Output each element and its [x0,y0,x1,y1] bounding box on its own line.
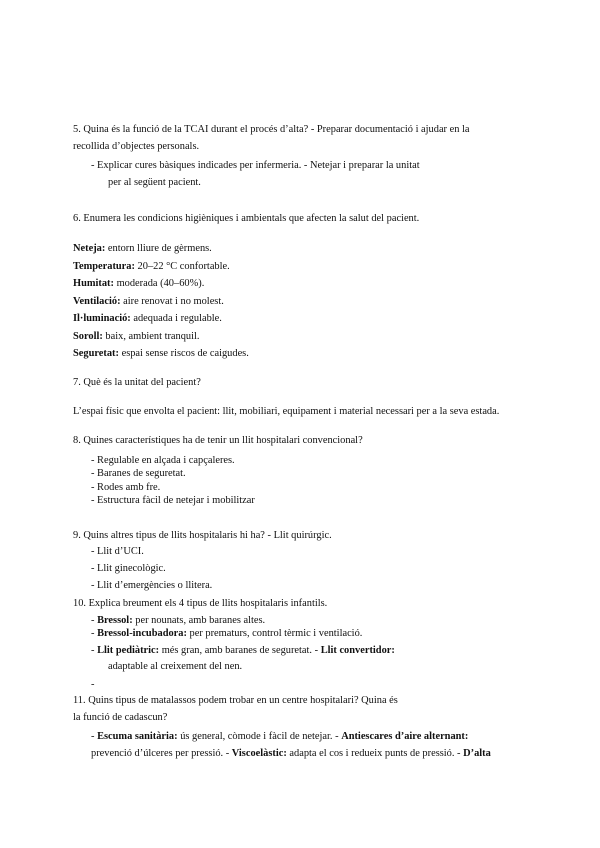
q6-item-seguretat: Seguretat: espai sense riscos de caigudes. [73,348,249,359]
q8-question: 8. Quines característiques ha de tenir un llit hospitalari convencional? [73,435,363,446]
q6-item-illuminacio: Il·luminació: adequada i regulable. [73,313,222,324]
q10-empty-dash: - [91,679,95,690]
q8-item: - Estructura fàcil de netejar i mobilitzar [91,495,255,506]
q11-question-line2: la funció de cadascun? [73,712,168,723]
q8-item: - Rodes amb fre. [91,482,161,493]
q7-question: 7. Què és la unitat del pacient? [73,377,201,388]
q8-item: - Baranes de seguretat. [91,468,186,479]
q7-answer: L’espai físic que envolta el pacient: llit, mobiliari, equipament i material necessari per a la seva estada. [73,406,500,417]
q6-item-soroll: Soroll: baix, ambient tranquil. [73,331,200,342]
q10-item-bressol: - Bressol: per nounats, amb baranes altes. [91,615,266,626]
q10-item-incubadora: - Bressol-incubadora: per prematurs, control tèrmic i ventilació. [91,628,363,639]
q11-question-line1: 11. Quins tipus de matalassos podem trobar en un centre hospitalari? Quina és [73,695,398,706]
q9-item: - Llit d’emergències o llitera. [91,580,213,591]
q5-answer-line2: per al següent pacient. [108,177,201,188]
q10-item-convertidor: adaptable al creixement del nen. [108,661,243,672]
q5-question-line1: 5. Quina és la funció de la TCAI durant el procés d’alta? - Preparar documentació i ajudar en la [73,124,470,135]
q10-question: 10. Explica breument els 4 tipus de llits hospitalaris infantils. [73,598,328,609]
q10-item-pediatric: - Llit pediàtric: més gran, amb baranes de seguretat. - Llit convertidor: [91,645,395,656]
q9-item: - Llit d’UCI. [91,546,144,557]
q6-item-temperatura: Temperatura: 20–22 °C confortable. [73,261,230,272]
q5-question-line2: recollida d’objectes personals. [73,141,200,152]
q6-item-neteja: Neteja: entorn lliure de gèrmens. [73,243,212,254]
q9-question: 9. Quins altres tipus de llits hospitalaris hi ha? - Llit quirúrgic. [73,530,332,541]
q11-answer-line1: - Escuma sanitària: ús general, còmode i fàcil de netejar. - Antiescares d’aire alternant: [91,731,469,742]
q5-answer-line1: - Explicar cures bàsiques indicades per infermeria. - Netejar i preparar la unitat [91,160,420,171]
q6-item-ventilacio: Ventilació: aire renovat i no molest. [73,296,224,307]
q8-item: - Regulable en alçada i capçaleres. [91,455,235,466]
q6-question: 6. Enumera les condicions higièniques i ambientals que afecten la salut del pacient. [73,213,420,224]
q11-answer-line2: prevenció d’úlceres per pressió. - Viscoelàstic: adapta el cos i redueix punts de pressió. - D’alta [91,748,491,759]
q6-item-humitat: Humitat: moderada (40–60%). [73,278,205,289]
q9-item: - Llit ginecològic. [91,563,166,574]
